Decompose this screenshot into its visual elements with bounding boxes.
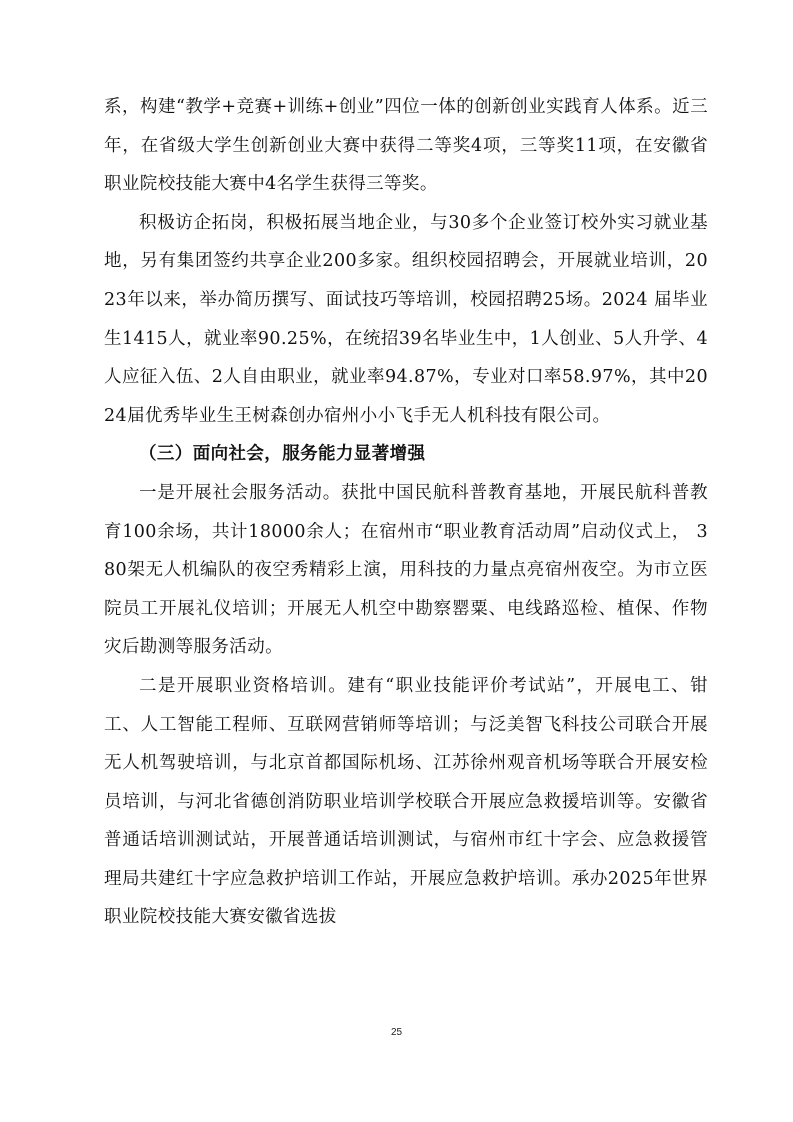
paragraph-continuation: 系，构建“教学+竞赛+训练+创业”四位一体的创新创业实践育人体系。近三年，在省级大学生创新创业大赛中获得二等奖4项，三等奖11项，在安徽省职业院校技能大赛中4名学生获得三等奖。 [104,97,708,195]
paragraph-social-service: 一是开展社会服务活动。获批中国民航科普教育基地，开展民航科普教育100余场，共计18000余人；在宿州市“职业教育活动周”启动仪式上， 380架无人机编队的夜空秀精彩上演，用科技的力量点亮宿州夜空。为市立医院员工开展礼仪培训；开展无人机空中勘察罂粟、电线路巡检、植保、作物灾后勘测等服务活动。 [104,482,708,658]
page-number: 25 [390,1027,403,1038]
paragraph-employment: 积极访企拓岗，积极拓展当地企业，与30多个企业签订校外实习就业基地，另有集团签约共享企业200多家。组织校园招聘会，开展就业培训，2023年以来，举办简历撰写、面试技巧等培训，校园招聘25场。2024 届毕业生1415人，就业率90.25%，在统招39名毕业生中，1人创业、5人升学、4人应征入伍、2人自由职业，就业率94.87%，专业对口率58.97%，其中2024届优秀毕业生王树森创办宿州小小飞手无人机科技有限公司。 [104,212,708,426]
section-heading: （三）面向社会，服务能力显著增强 [139,444,426,465]
paragraph-vocational-training: 二是开展职业资格培训。建有“职业技能评价考试站”，开展电工、钳工、人工智能工程师、互联网营销师等培训；与泛美智飞科技公司联合开展无人机驾驶培训，与北京首都国际机场、江苏徐州观音机场等联合开展安检员培训，与河北省德创消防职业培训学校联合开展应急救援培训等。安徽省普通话培训测试站，开展普通话培训测试，与宿州市红十字会、应急救援管理局共建红十字应急救护培训工作站，开展应急救护培训。承办2025年世界职业院校技能大赛安徽省选拔 [104,675,708,928]
document-body [104,88,708,937]
